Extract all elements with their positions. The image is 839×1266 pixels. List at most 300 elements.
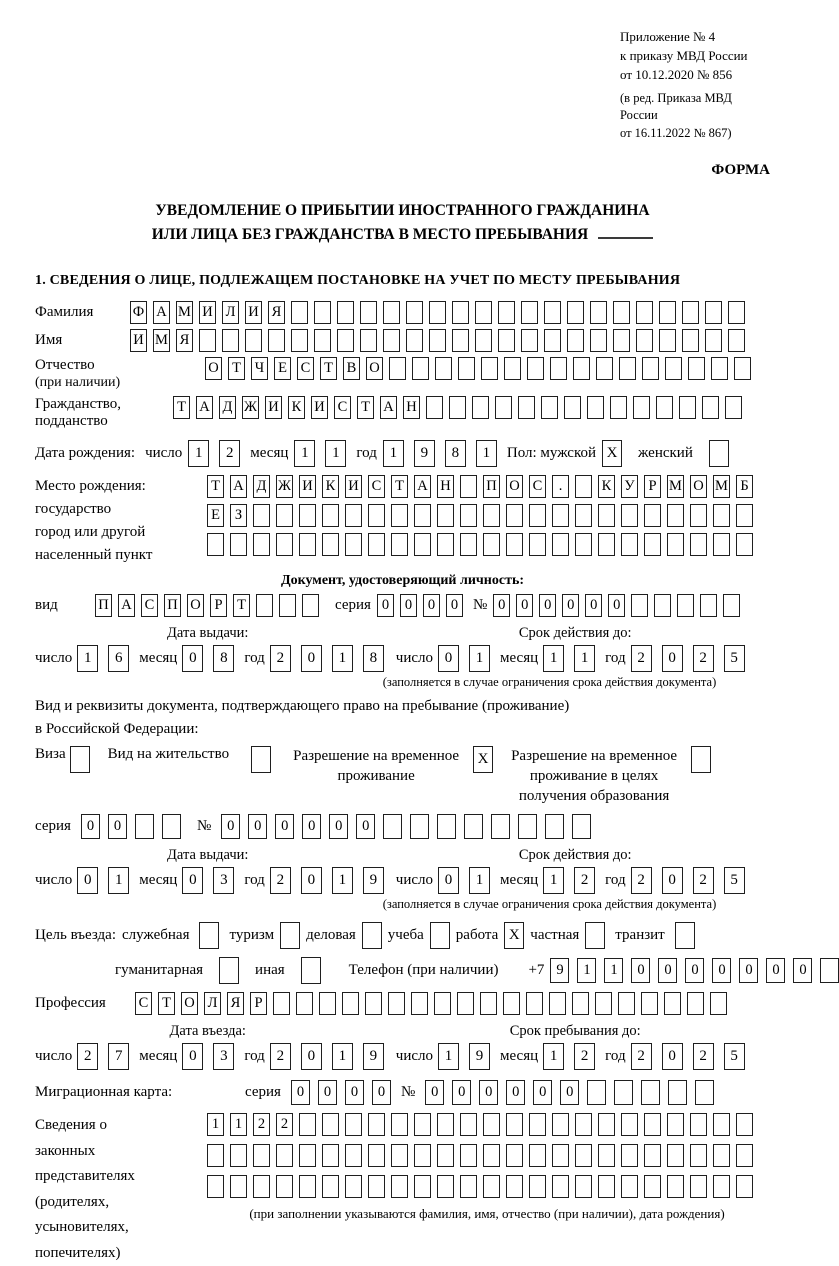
char-cell[interactable] [299,533,316,556]
char-cell[interactable]: И [299,475,316,498]
char-cell[interactable]: 0 [506,1080,525,1105]
char-cell[interactable]: 3 [213,1043,234,1070]
char-cell[interactable]: А [153,301,170,324]
char-cell[interactable] [506,1144,523,1167]
char-cell[interactable] [690,1113,707,1136]
char-cell[interactable]: 0 [302,814,321,839]
char-cell[interactable] [575,1144,592,1167]
char-cell[interactable]: 2 [631,1043,652,1070]
temp-residence-checkbox[interactable]: X [473,746,493,773]
char-cell[interactable]: О [690,475,707,498]
char-cell[interactable] [245,329,262,352]
char-cell[interactable] [345,1113,362,1136]
char-cell[interactable] [230,533,247,556]
char-cell[interactable]: Я [176,329,193,352]
char-cell[interactable] [291,329,308,352]
char-cell[interactable] [702,396,719,419]
char-cell[interactable] [614,1080,633,1105]
char-cell[interactable] [736,1175,753,1198]
char-cell[interactable] [610,396,627,419]
char-cell[interactable]: 9 [414,440,435,467]
char-cell[interactable]: 1 [332,1043,353,1070]
char-cell[interactable]: 0 [608,594,625,617]
purpose-humanitarian-checkbox[interactable] [219,957,239,984]
char-cell[interactable] [319,992,336,1015]
char-cell[interactable] [529,504,546,527]
char-cell[interactable]: 1 [469,867,490,894]
char-cell[interactable]: 0 [425,1080,444,1105]
char-cell[interactable]: 0 [318,1080,337,1105]
char-cell[interactable] [360,301,377,324]
char-cell[interactable] [598,1113,615,1136]
char-cell[interactable]: 0 [377,594,394,617]
char-cell[interactable] [521,301,538,324]
char-cell[interactable] [700,594,717,617]
char-cell[interactable] [253,1144,270,1167]
char-cell[interactable]: 8 [445,440,466,467]
char-cell[interactable] [529,1175,546,1198]
char-cell[interactable] [483,1175,500,1198]
char-cell[interactable] [230,1175,247,1198]
char-cell[interactable] [621,1175,638,1198]
char-cell[interactable]: Н [403,396,420,419]
char-cell[interactable] [414,504,431,527]
char-cell[interactable]: 0 [182,1043,203,1070]
char-cell[interactable] [414,1175,431,1198]
char-cell[interactable]: А [196,396,213,419]
char-cell[interactable]: 0 [739,958,758,983]
char-cell[interactable]: Р [250,992,267,1015]
char-cell[interactable] [299,1113,316,1136]
char-cell[interactable]: 0 [221,814,240,839]
char-cell[interactable] [368,504,385,527]
char-cell[interactable]: 9 [363,1043,384,1070]
char-cell[interactable] [457,992,474,1015]
char-cell[interactable] [621,504,638,527]
char-cell[interactable]: 2 [219,440,240,467]
char-cell[interactable] [383,329,400,352]
char-cell[interactable]: С [368,475,385,498]
char-cell[interactable] [575,504,592,527]
char-cell[interactable] [521,329,538,352]
char-cell[interactable]: 1 [577,958,596,983]
char-cell[interactable] [552,1144,569,1167]
char-cell[interactable] [710,992,727,1015]
char-cell[interactable] [253,533,270,556]
char-cell[interactable] [613,301,630,324]
char-cell[interactable] [644,533,661,556]
char-cell[interactable] [644,504,661,527]
char-cell[interactable] [437,814,456,839]
char-cell[interactable]: П [483,475,500,498]
char-cell[interactable]: 1 [230,1113,247,1136]
char-cell[interactable]: 0 [81,814,100,839]
char-cell[interactable] [641,992,658,1015]
char-cell[interactable] [296,992,313,1015]
char-cell[interactable]: 0 [182,645,203,672]
char-cell[interactable]: Ж [276,475,293,498]
char-cell[interactable] [728,329,745,352]
char-cell[interactable] [498,301,515,324]
char-cell[interactable] [302,594,319,617]
char-cell[interactable] [695,1080,714,1105]
char-cell[interactable] [621,1113,638,1136]
char-cell[interactable]: 7 [108,1043,129,1070]
char-cell[interactable]: 2 [631,867,652,894]
char-cell[interactable] [337,301,354,324]
char-cell[interactable] [135,814,154,839]
char-cell[interactable] [345,504,362,527]
char-cell[interactable] [414,1113,431,1136]
char-cell[interactable]: 0 [793,958,812,983]
char-cell[interactable] [322,1144,339,1167]
char-cell[interactable]: 6 [108,645,129,672]
char-cell[interactable]: 5 [724,867,745,894]
char-cell[interactable] [642,357,659,380]
char-cell[interactable] [491,814,510,839]
char-cell[interactable] [506,533,523,556]
char-cell[interactable]: М [153,329,170,352]
char-cell[interactable] [687,992,704,1015]
char-cell[interactable]: 1 [383,440,404,467]
char-cell[interactable] [688,357,705,380]
char-cell[interactable] [391,1113,408,1136]
char-cell[interactable]: С [334,396,351,419]
char-cell[interactable]: М [713,475,730,498]
char-cell[interactable]: 0 [400,594,417,617]
char-cell[interactable] [705,329,722,352]
char-cell[interactable] [389,357,406,380]
char-cell[interactable]: И [245,301,262,324]
char-cell[interactable] [631,594,648,617]
char-cell[interactable]: А [118,594,135,617]
char-cell[interactable]: 0 [329,814,348,839]
char-cell[interactable]: 0 [662,1043,683,1070]
char-cell[interactable] [207,1144,224,1167]
char-cell[interactable] [713,533,730,556]
char-cell[interactable]: 2 [253,1113,270,1136]
char-cell[interactable] [595,992,612,1015]
char-cell[interactable]: Ч [251,357,268,380]
char-cell[interactable]: 0 [712,958,731,983]
char-cell[interactable] [572,992,589,1015]
char-cell[interactable]: . [552,475,569,498]
char-cell[interactable] [222,329,239,352]
char-cell[interactable] [736,504,753,527]
char-cell[interactable] [437,1113,454,1136]
char-cell[interactable] [725,396,742,419]
char-cell[interactable] [544,301,561,324]
char-cell[interactable] [207,533,224,556]
char-cell[interactable] [596,357,613,380]
char-cell[interactable] [690,504,707,527]
char-cell[interactable] [549,992,566,1015]
char-cell[interactable]: 1 [332,867,353,894]
char-cell[interactable]: 1 [438,1043,459,1070]
char-cell[interactable]: 2 [276,1113,293,1136]
char-cell[interactable] [654,594,671,617]
char-cell[interactable]: 1 [332,645,353,672]
char-cell[interactable] [435,357,452,380]
char-cell[interactable] [199,329,216,352]
char-cell[interactable] [322,1175,339,1198]
char-cell[interactable] [276,1175,293,1198]
char-cell[interactable] [230,1144,247,1167]
char-cell[interactable] [529,1113,546,1136]
char-cell[interactable] [723,594,740,617]
char-cell[interactable] [736,1113,753,1136]
char-cell[interactable]: 9 [469,1043,490,1070]
sex-male-checkbox[interactable]: X [602,440,622,467]
char-cell[interactable] [690,1144,707,1167]
char-cell[interactable]: С [141,594,158,617]
char-cell[interactable] [575,1175,592,1198]
char-cell[interactable] [644,1144,661,1167]
char-cell[interactable]: В [343,357,360,380]
char-cell[interactable] [368,533,385,556]
char-cell[interactable]: 1 [604,958,623,983]
char-cell[interactable] [460,533,477,556]
char-cell[interactable]: А [414,475,431,498]
char-cell[interactable] [659,329,676,352]
char-cell[interactable]: А [380,396,397,419]
char-cell[interactable] [613,329,630,352]
char-cell[interactable] [314,329,331,352]
residence-permit-checkbox[interactable] [251,746,271,773]
char-cell[interactable] [659,301,676,324]
char-cell[interactable] [253,504,270,527]
char-cell[interactable] [636,301,653,324]
char-cell[interactable]: 0 [658,958,677,983]
char-cell[interactable] [572,814,591,839]
char-cell[interactable] [391,533,408,556]
char-cell[interactable]: 2 [574,1043,595,1070]
char-cell[interactable] [621,533,638,556]
char-cell[interactable]: 0 [438,867,459,894]
char-cell[interactable] [345,1175,362,1198]
char-cell[interactable]: 0 [662,867,683,894]
char-cell[interactable]: О [506,475,523,498]
char-cell[interactable]: 0 [301,867,322,894]
char-cell[interactable] [664,992,681,1015]
char-cell[interactable] [273,992,290,1015]
char-cell[interactable]: 2 [270,1043,291,1070]
char-cell[interactable] [365,992,382,1015]
char-cell[interactable]: 1 [476,440,497,467]
char-cell[interactable] [481,357,498,380]
char-cell[interactable]: П [164,594,181,617]
char-cell[interactable]: 2 [77,1043,98,1070]
char-cell[interactable] [667,504,684,527]
purpose-business-checkbox[interactable] [199,922,219,949]
char-cell[interactable]: 8 [213,645,234,672]
char-cell[interactable]: Я [268,301,285,324]
char-cell[interactable] [644,1175,661,1198]
char-cell[interactable] [460,1144,477,1167]
char-cell[interactable]: К [288,396,305,419]
char-cell[interactable] [668,1080,687,1105]
char-cell[interactable]: 1 [325,440,346,467]
char-cell[interactable]: Т [357,396,374,419]
char-cell[interactable] [475,301,492,324]
char-cell[interactable]: 0 [345,1080,364,1105]
char-cell[interactable] [464,814,483,839]
char-cell[interactable]: У [621,475,638,498]
purpose-work-checkbox[interactable]: X [504,922,524,949]
char-cell[interactable] [667,533,684,556]
char-cell[interactable] [322,1113,339,1136]
char-cell[interactable]: 0 [372,1080,391,1105]
char-cell[interactable]: 9 [550,958,569,983]
purpose-transit-checkbox[interactable] [675,922,695,949]
char-cell[interactable]: 1 [469,645,490,672]
char-cell[interactable] [483,504,500,527]
char-cell[interactable] [483,1144,500,1167]
purpose-other-checkbox[interactable] [301,957,321,984]
char-cell[interactable] [368,1144,385,1167]
char-cell[interactable] [667,1144,684,1167]
char-cell[interactable] [590,329,607,352]
char-cell[interactable]: 0 [766,958,785,983]
char-cell[interactable] [411,992,428,1015]
char-cell[interactable]: 1 [543,1043,564,1070]
char-cell[interactable] [618,992,635,1015]
char-cell[interactable] [383,814,402,839]
char-cell[interactable] [406,301,423,324]
char-cell[interactable] [619,357,636,380]
char-cell[interactable]: 0 [585,594,602,617]
char-cell[interactable] [503,992,520,1015]
char-cell[interactable]: 2 [270,645,291,672]
char-cell[interactable]: И [130,329,147,352]
char-cell[interactable] [460,475,477,498]
char-cell[interactable] [406,329,423,352]
char-cell[interactable]: 0 [182,867,203,894]
char-cell[interactable] [667,1175,684,1198]
char-cell[interactable]: 0 [275,814,294,839]
char-cell[interactable]: З [230,504,247,527]
char-cell[interactable]: 0 [562,594,579,617]
char-cell[interactable]: Т [158,992,175,1015]
char-cell[interactable] [256,594,273,617]
char-cell[interactable] [518,814,537,839]
char-cell[interactable] [483,1113,500,1136]
char-cell[interactable]: 2 [693,1043,714,1070]
char-cell[interactable]: И [345,475,362,498]
char-cell[interactable] [368,1113,385,1136]
char-cell[interactable]: 1 [543,645,564,672]
char-cell[interactable] [162,814,181,839]
char-cell[interactable] [437,1175,454,1198]
char-cell[interactable] [567,329,584,352]
char-cell[interactable]: О [181,992,198,1015]
char-cell[interactable] [541,396,558,419]
char-cell[interactable] [564,396,581,419]
char-cell[interactable]: 2 [574,867,595,894]
char-cell[interactable] [410,814,429,839]
char-cell[interactable] [279,594,296,617]
char-cell[interactable] [268,329,285,352]
char-cell[interactable] [299,1175,316,1198]
char-cell[interactable]: С [529,475,546,498]
char-cell[interactable]: О [187,594,204,617]
char-cell[interactable]: 3 [213,867,234,894]
char-cell[interactable]: К [322,475,339,498]
char-cell[interactable] [391,1144,408,1167]
char-cell[interactable] [641,1080,660,1105]
char-cell[interactable] [506,1175,523,1198]
char-cell[interactable] [598,1144,615,1167]
char-cell[interactable] [598,1175,615,1198]
char-cell[interactable]: 8 [363,645,384,672]
char-cell[interactable] [736,1144,753,1167]
char-cell[interactable]: 1 [207,1113,224,1136]
char-cell[interactable] [679,396,696,419]
char-cell[interactable]: 0 [438,645,459,672]
char-cell[interactable]: 2 [693,645,714,672]
sex-female-checkbox[interactable] [709,440,729,467]
char-cell[interactable] [820,958,839,983]
char-cell[interactable]: О [205,357,222,380]
char-cell[interactable] [529,533,546,556]
char-cell[interactable] [644,1113,661,1136]
char-cell[interactable] [527,357,544,380]
char-cell[interactable]: И [199,301,216,324]
char-cell[interactable] [590,301,607,324]
char-cell[interactable]: К [598,475,615,498]
char-cell[interactable]: 0 [631,958,650,983]
char-cell[interactable] [713,1144,730,1167]
char-cell[interactable]: 1 [294,440,315,467]
char-cell[interactable] [207,1175,224,1198]
visa-checkbox[interactable] [70,746,90,773]
char-cell[interactable] [299,1144,316,1167]
char-cell[interactable]: Л [204,992,221,1015]
char-cell[interactable]: 0 [423,594,440,617]
char-cell[interactable] [677,594,694,617]
char-cell[interactable] [337,329,354,352]
char-cell[interactable] [412,357,429,380]
char-cell[interactable] [345,533,362,556]
char-cell[interactable]: 0 [539,594,556,617]
char-cell[interactable]: 0 [291,1080,310,1105]
char-cell[interactable] [575,533,592,556]
char-cell[interactable] [322,504,339,527]
char-cell[interactable] [360,329,377,352]
char-cell[interactable] [575,1113,592,1136]
char-cell[interactable] [526,992,543,1015]
char-cell[interactable] [518,396,535,419]
char-cell[interactable] [713,1113,730,1136]
char-cell[interactable] [345,1144,362,1167]
char-cell[interactable]: Т [320,357,337,380]
char-cell[interactable] [552,533,569,556]
char-cell[interactable]: С [135,992,152,1015]
char-cell[interactable] [429,329,446,352]
char-cell[interactable] [460,504,477,527]
char-cell[interactable] [734,357,751,380]
char-cell[interactable] [575,475,592,498]
purpose-tourism-checkbox[interactable] [280,922,300,949]
char-cell[interactable]: 2 [693,867,714,894]
char-cell[interactable] [388,992,405,1015]
char-cell[interactable] [713,1175,730,1198]
char-cell[interactable]: 1 [188,440,209,467]
char-cell[interactable]: И [265,396,282,419]
char-cell[interactable] [728,301,745,324]
char-cell[interactable]: 2 [631,645,652,672]
char-cell[interactable] [276,533,293,556]
